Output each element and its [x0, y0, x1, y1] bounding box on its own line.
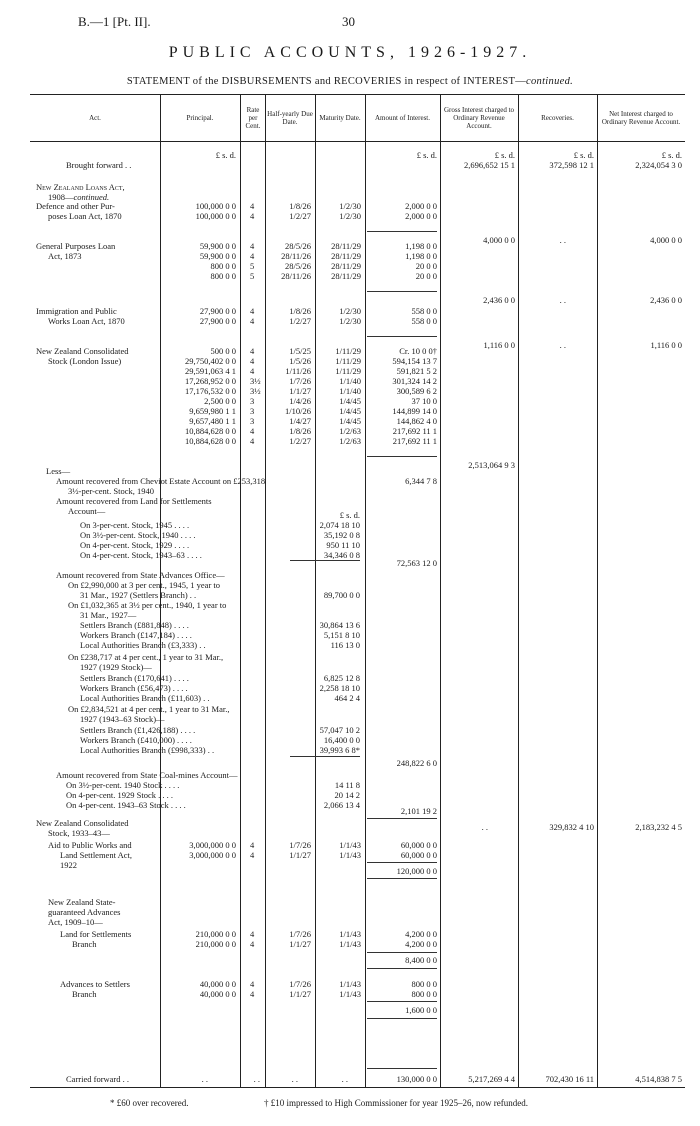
amount-cell: 1,198 0 0	[405, 251, 437, 261]
principal-cell: 210,000 0 0	[195, 929, 236, 939]
principal-cell: 3,000,000 0 0	[189, 850, 236, 860]
page-ref: B.—1 [Pt. II].	[78, 14, 151, 29]
rate-cell: 4	[250, 850, 255, 860]
sub-amount: 57,047 10 2	[319, 725, 360, 735]
less-line: On £2,834,521 at 4 per cent., 1 year to 31 Mar.,	[68, 704, 230, 714]
rate-cell: 4	[250, 201, 255, 211]
table-bottom-rule	[30, 1087, 685, 1088]
act-name: Stock (London Issue)	[48, 356, 122, 366]
rate-cell: 5	[250, 261, 255, 271]
subtotal-rule	[367, 231, 437, 232]
act-name: Advances to Settlers	[60, 979, 130, 989]
maturity-cell: 1/2/30	[339, 201, 361, 211]
halfyearly-cell: 1/5/25	[289, 346, 311, 356]
principal-cell: 210,000 0 0	[195, 939, 236, 949]
rate-cell: 3½	[250, 376, 261, 386]
halfyearly-cell: 1/5/26	[289, 356, 311, 366]
sub-amount: 34,346 0 8	[323, 550, 360, 560]
act-name: Aid to Public Works and	[48, 840, 132, 850]
amount-cell: 144,899 14 0	[392, 406, 437, 416]
sub-amount: 5,151 8 10	[323, 630, 360, 640]
less-line: Amount recovered from Land for Settlements	[56, 496, 212, 506]
rate-cell: 4	[250, 989, 255, 999]
page-number: 30	[342, 14, 355, 29]
amount-cell: Cr. 10 0 0†	[399, 346, 437, 356]
less-item: On 4-per-cent. Stock, 1943–63 . . . .	[80, 550, 202, 560]
gross-cell: 2,513,064 9 3	[468, 460, 515, 470]
rate-cell: 4	[250, 929, 255, 939]
rate-cell: 4	[250, 939, 255, 949]
less-line: 31 Mar., 1927—	[80, 610, 137, 620]
sub-amount: 16,400 0 0	[323, 735, 360, 745]
act-name: General Purposes Loan	[36, 241, 116, 251]
subtotal-rule	[367, 952, 437, 953]
subtotal-rule	[290, 756, 360, 757]
act-name: New Zealand State-	[48, 897, 116, 907]
maturity-cell: 28/11/29	[331, 251, 361, 261]
cf-maturity: . .	[341, 1074, 348, 1084]
amount-cell: 4,200 0 0	[405, 929, 437, 939]
less-line: On £1,032,365 at 3½ per cent., 1940, 1 year to	[68, 600, 227, 610]
act-name: Land Settlement Act,	[60, 850, 132, 860]
rate-cell: 4	[250, 436, 255, 446]
amount-cell: 20 0 0	[415, 261, 437, 271]
principal-cell: 9,659,980 1 1	[189, 406, 236, 416]
bf-net: 2,324,054 3 0	[635, 160, 682, 170]
halfyearly-cell: 1/1/27	[289, 386, 311, 396]
principal-cell: 17,176,532 0 0	[185, 386, 236, 396]
principal-cell: 3,000,000 0 0	[189, 840, 236, 850]
subtotal-rule	[367, 1018, 437, 1019]
amount-cell: 800 0 0	[411, 979, 437, 989]
halfyearly-cell: 1/8/26	[289, 306, 311, 316]
maturity-cell: 1/1/40	[339, 386, 361, 396]
less-item: Workers Branch (£56,473) . . . .	[80, 683, 188, 693]
amount-cell: 248,822 6 0	[396, 758, 437, 768]
maturity-cell: 1/4/45	[339, 396, 361, 406]
col-principal: Principal.	[186, 114, 214, 122]
maturity-cell: 28/11/29	[331, 271, 361, 281]
net-cell: 2,436 0 0	[650, 295, 682, 305]
halfyearly-cell: 1/8/26	[289, 426, 311, 436]
col-recoveries: Recoveries.	[541, 114, 574, 122]
principal-cell: 27,900 0 0	[199, 306, 236, 316]
rate-cell: 3½	[250, 386, 261, 396]
units-sub: £ s. d.	[339, 510, 360, 520]
rate-cell: 4	[250, 979, 255, 989]
halfyearly-cell: 28/11/26	[281, 271, 311, 281]
header-bottom-rule	[30, 141, 685, 142]
halfyearly-cell: 1/10/26	[285, 406, 311, 416]
principal-cell: 800 0 0	[210, 261, 236, 271]
amount-cell: 2,000 0 0	[405, 201, 437, 211]
amount-cell: 800 0 0	[411, 989, 437, 999]
principal-cell: 100,000 0 0	[195, 201, 236, 211]
amount-cell: 120,000 0 0	[396, 866, 437, 876]
amount-cell: 301,324 14 2	[392, 376, 437, 386]
less-item: Local Authorities Branch (£998,333) . .	[80, 745, 215, 755]
sub-amount: 2,066 13 4	[323, 800, 360, 810]
act-name: Defence and other Pur-	[36, 201, 115, 211]
page-title: PUBLIC ACCOUNTS, 1926-1927.	[168, 44, 532, 61]
amount-cell: 300,589 6 2	[396, 386, 437, 396]
amount-cell: 20 0 0	[415, 271, 437, 281]
rate-cell: 4	[250, 366, 255, 376]
gross-cell: 4,000 0 0	[483, 235, 515, 245]
act-name: Act, 1909–10—	[48, 917, 103, 927]
brought-forward-label: Brought forward . .	[66, 160, 132, 170]
principal-cell: 27,900 0 0	[199, 316, 236, 326]
maturity-cell: 1/2/30	[339, 306, 361, 316]
act-name: Branch	[72, 989, 97, 999]
rate-cell: 4	[250, 211, 255, 221]
col-halfyearly: Half-yearly Due Date.	[267, 110, 313, 126]
less-item: Local Authorities Branch (£11,603) . .	[80, 693, 210, 703]
act-name: guaranteed Advances	[48, 907, 121, 917]
carried-forward-label: Carried forward . .	[66, 1074, 130, 1084]
principal-cell: 100,000 0 0	[195, 211, 236, 221]
maturity-cell: 1/1/43	[339, 850, 361, 860]
rate-cell: 4	[250, 840, 255, 850]
subtotal-rule	[367, 1001, 437, 1002]
subtotal-rule	[367, 1068, 437, 1069]
subtotal-rule	[367, 336, 437, 337]
act-name: 1922	[60, 860, 77, 870]
bf-gross: 2,696,652 15 1	[464, 160, 515, 170]
maturity-cell: 1/1/43	[339, 979, 361, 989]
rate-cell: 4	[250, 306, 255, 316]
principal-cell: 59,900 0 0	[199, 241, 236, 251]
act-name: poses Loan Act, 1870	[48, 211, 122, 221]
units-principal: £ s. d.	[215, 150, 236, 160]
net-cell: 4,000 0 0	[650, 235, 682, 245]
principal-cell: 9,657,480 1 1	[189, 416, 236, 426]
recoveries-cell: . .	[559, 340, 566, 350]
maturity-cell: 1/11/29	[335, 366, 361, 376]
principal-cell: 17,268,952 0 0	[185, 376, 236, 386]
less-item: On 3-per-cent. Stock, 1945 . . . .	[80, 520, 190, 530]
less-item: Workers Branch (£410,000) . . . .	[80, 735, 192, 745]
halfyearly-cell: 1/1/27	[289, 939, 311, 949]
gross-cell: 2,436 0 0	[483, 295, 515, 305]
amount-cell: 2,101 19 2	[400, 806, 437, 816]
amount-cell: 144,862 4 0	[396, 416, 437, 426]
halfyearly-cell: 28/5/26	[285, 241, 311, 251]
sub-amount: 950 11 10	[326, 540, 360, 550]
col-act: Act.	[89, 114, 101, 122]
subtotal-rule	[367, 862, 437, 863]
amount-cell: 37 10 0	[411, 396, 437, 406]
bf-recoveries: 372,598 12 1	[549, 160, 594, 170]
principal-cell: 29,591,063 4 1	[185, 366, 236, 376]
amount-cell: 558 0 0	[411, 316, 437, 326]
units-amount: £ s. d.	[416, 150, 437, 160]
halfyearly-cell: 28/11/26	[281, 251, 311, 261]
less-line: Amount recovered from Cheviot Estate Account on £253,318	[56, 476, 266, 486]
principal-cell: 40,000 0 0	[199, 979, 236, 989]
cf-rate: . .	[253, 1074, 260, 1084]
rate-cell: 3	[250, 406, 255, 416]
maturity-cell: 1/4/45	[339, 416, 361, 426]
amount-cell: 6,344 7 8	[405, 476, 437, 486]
maturity-cell: 1/2/30	[339, 211, 361, 221]
maturity-cell: 1/1/43	[339, 989, 361, 999]
subtotal-rule	[367, 968, 437, 969]
amount-cell: 594,154 13 7	[392, 356, 437, 366]
halfyearly-cell: 28/5/26	[285, 261, 311, 271]
cf-gross: 5,217,269 4 4	[468, 1074, 515, 1084]
less-line: Account—	[68, 506, 106, 516]
maturity-cell: 1/2/30	[339, 316, 361, 326]
maturity-cell: 1/1/43	[339, 939, 361, 949]
sub-amount: 20 14 2	[334, 790, 360, 800]
act-name: New Zealand Consolidated	[36, 346, 129, 356]
rate-cell: 3	[250, 396, 255, 406]
less-line: 3½-per-cent. Stock, 1940	[68, 486, 154, 496]
less-item: Settlers Branch (£170,641) . . . .	[80, 673, 189, 683]
amount-cell: 217,692 11 1	[392, 426, 437, 436]
principal-cell: 2,500 0 0	[204, 396, 236, 406]
halfyearly-cell: 1/2/27	[289, 316, 311, 326]
amount-cell: 60,000 0 0	[400, 840, 437, 850]
act-heading: New Zealand Loans Act,	[36, 182, 125, 192]
halfyearly-cell: 1/2/27	[289, 211, 311, 221]
maturity-cell: 1/11/29	[335, 356, 361, 366]
net-cell: 1,116 0 0	[650, 340, 682, 350]
halfyearly-cell: 1/2/27	[289, 436, 311, 446]
net-cell: 2,183,232 4 5	[635, 822, 682, 832]
less-label: Less—	[46, 466, 71, 476]
principal-cell: 10,884,628 0 0	[185, 426, 236, 436]
maturity-cell: 28/11/29	[331, 241, 361, 251]
rate-cell: 4	[250, 316, 255, 326]
sub-amount: 116 13 0	[330, 640, 360, 650]
col-rate: Rate per Cent.	[245, 106, 261, 130]
subtotal-rule	[367, 456, 437, 457]
less-line: Amount recovered from State Advances Office—	[56, 570, 225, 580]
less-item: Workers Branch (£147,184) . . . .	[80, 630, 192, 640]
less-item: Settlers Branch (£881,848) . . . .	[80, 620, 189, 630]
sub-amount: 89,700 0 0	[323, 590, 360, 600]
halfyearly-cell: 1/7/26	[289, 376, 311, 386]
halfyearly-cell: 1/1/27	[289, 989, 311, 999]
less-item: Local Authorities Branch (£3,333) . .	[80, 640, 206, 650]
maturity-cell: 1/4/45	[339, 406, 361, 416]
amount-cell: 2,000 0 0	[405, 211, 437, 221]
sub-amount: 35,192 0 8	[323, 530, 360, 540]
act-name: Act, 1873	[48, 251, 82, 261]
sub-amount: 39,993 6 8*	[319, 745, 360, 755]
units-net: £ s. d.	[661, 150, 682, 160]
amount-cell: 217,692 11 1	[392, 436, 437, 446]
halfyearly-cell: 1/11/26	[285, 366, 311, 376]
maturity-cell: 1/11/29	[335, 346, 361, 356]
gross-cell: . .	[481, 822, 488, 832]
amount-cell: 72,563 12 0	[396, 558, 437, 568]
col-amount: Amount of Interest.	[374, 114, 430, 122]
rate-cell: 3	[250, 416, 255, 426]
maturity-cell: 1/1/43	[339, 840, 361, 850]
principal-cell: 59,900 0 0	[199, 251, 236, 261]
maturity-cell: 1/2/63	[339, 426, 361, 436]
recoveries-cell: . .	[559, 295, 566, 305]
less-item: On 4-per-cent. Stock, 1929 . . . .	[80, 540, 190, 550]
principal-cell: 29,750,402 0 0	[185, 356, 236, 366]
sub-amount: 14 11 8	[334, 780, 360, 790]
less-line: 1927 (1943–63 Stock)—	[80, 714, 165, 724]
subtotal-rule	[290, 560, 360, 561]
sub-amount: 2,258 18 10	[319, 683, 360, 693]
sub-amount: 6,825 12 8	[323, 673, 360, 683]
less-item: Settlers Branch (£1,426,188) . . . .	[80, 725, 196, 735]
amount-cell: 591,821 5 2	[396, 366, 437, 376]
amount-cell: 4,200 0 0	[405, 939, 437, 949]
cf-principal: . .	[201, 1074, 208, 1084]
rate-cell: 5	[250, 271, 255, 281]
units-recoveries: £ s. d.	[573, 150, 594, 160]
cf-recoveries: 702,430 16 11	[545, 1074, 594, 1084]
halfyearly-cell: 1/7/26	[289, 840, 311, 850]
less-item: On 3½-per-cent. 1940 Stock . . . .	[66, 780, 180, 790]
halfyearly-cell: 1/8/26	[289, 201, 311, 211]
amount-cell: 1,198 0 0	[405, 241, 437, 251]
less-line: On £2,990,000 at 3 per cent., 1945, 1 year to	[68, 580, 221, 590]
subtotal-rule	[367, 818, 437, 819]
rate-cell: 4	[250, 346, 255, 356]
amount-cell: 8,400 0 0	[405, 955, 437, 965]
amount-cell: 558 0 0	[411, 306, 437, 316]
sub-amount: 2,074 18 10	[319, 520, 360, 530]
footnote-dagger: † £10 impressed to High Commissioner for year 1925–26, now refunded.	[264, 1098, 528, 1108]
act-heading-year: 1908—continued.	[48, 192, 110, 202]
less-item: On 3½-per-cent. Stock, 1940 . . . .	[80, 530, 196, 540]
maturity-cell: 1/2/63	[339, 436, 361, 446]
maturity-cell: 1/1/43	[339, 929, 361, 939]
less-line: Amount recovered from State Coal-mines Account—	[56, 770, 238, 780]
halfyearly-cell: 1/4/27	[289, 416, 311, 426]
units-gross: £ s. d.	[494, 150, 515, 160]
principal-cell: 40,000 0 0	[199, 989, 236, 999]
col-net: Net Interest charged to Ordinary Revenue Account.	[601, 110, 681, 126]
principal-cell: 500 0 0	[210, 346, 236, 356]
halfyearly-cell: 1/7/26	[289, 979, 311, 989]
statement-subtitle: STATEMENT of the DISBURSEMENTS and RECOVERIES in respect of INTEREST—continued.	[126, 76, 574, 87]
halfyearly-cell: 1/1/27	[289, 850, 311, 860]
footnote-asterisk: * £60 over recovered.	[110, 1098, 189, 1108]
principal-cell: 800 0 0	[210, 271, 236, 281]
act-name: Immigration and Public	[36, 306, 117, 316]
col-gross: Gross Interest charged to Ordinary Revenue Account.	[443, 106, 515, 130]
less-line: On £238,717 at 4 per cent., 1 year to 31 Mar.,	[68, 652, 224, 662]
recoveries-cell: . .	[559, 235, 566, 245]
less-line: 1927 (1929 Stock)—	[80, 662, 152, 672]
rate-cell: 4	[250, 241, 255, 251]
halfyearly-cell: 1/7/26	[289, 929, 311, 939]
less-item: On 4-per-cent. 1929 Stock . . . .	[66, 790, 174, 800]
less-item: On 4-per-cent. 1943–63 Stock . . . .	[66, 800, 186, 810]
act-name: Works Loan Act, 1870	[48, 316, 125, 326]
cf-amount: 130,000 0 0	[396, 1074, 437, 1084]
maturity-cell: 1/1/40	[339, 376, 361, 386]
rate-cell: 4	[250, 251, 255, 261]
subtotal-rule	[367, 878, 437, 879]
act-name: New Zealand Consolidated	[36, 818, 129, 828]
rate-cell: 4	[250, 356, 255, 366]
subtotal-rule	[367, 291, 437, 292]
halfyearly-cell: 1/4/26	[289, 396, 311, 406]
recoveries-cell: 329,832 4 10	[549, 822, 594, 832]
sub-amount: 464 2 4	[334, 693, 360, 703]
cf-halfyearly: . .	[291, 1074, 298, 1084]
maturity-cell: 28/11/29	[331, 261, 361, 271]
cf-net: 4,514,838 7 5	[635, 1074, 682, 1084]
col-maturity: Maturity Date.	[319, 114, 361, 122]
sub-amount: 30,864 13 6	[319, 620, 360, 630]
act-name: Stock, 1933–43—	[48, 828, 110, 838]
amount-cell: 1,600 0 0	[405, 1005, 437, 1015]
act-name: Branch	[72, 939, 97, 949]
principal-cell: 10,884,628 0 0	[185, 436, 236, 446]
amount-cell: 60,000 0 0	[400, 850, 437, 860]
less-line: 31 Mar., 1927 (Settlers Branch) . .	[80, 590, 197, 600]
gross-cell: 1,116 0 0	[483, 340, 515, 350]
rate-cell: 4	[250, 426, 255, 436]
act-name: Land for Settlements	[60, 929, 132, 939]
